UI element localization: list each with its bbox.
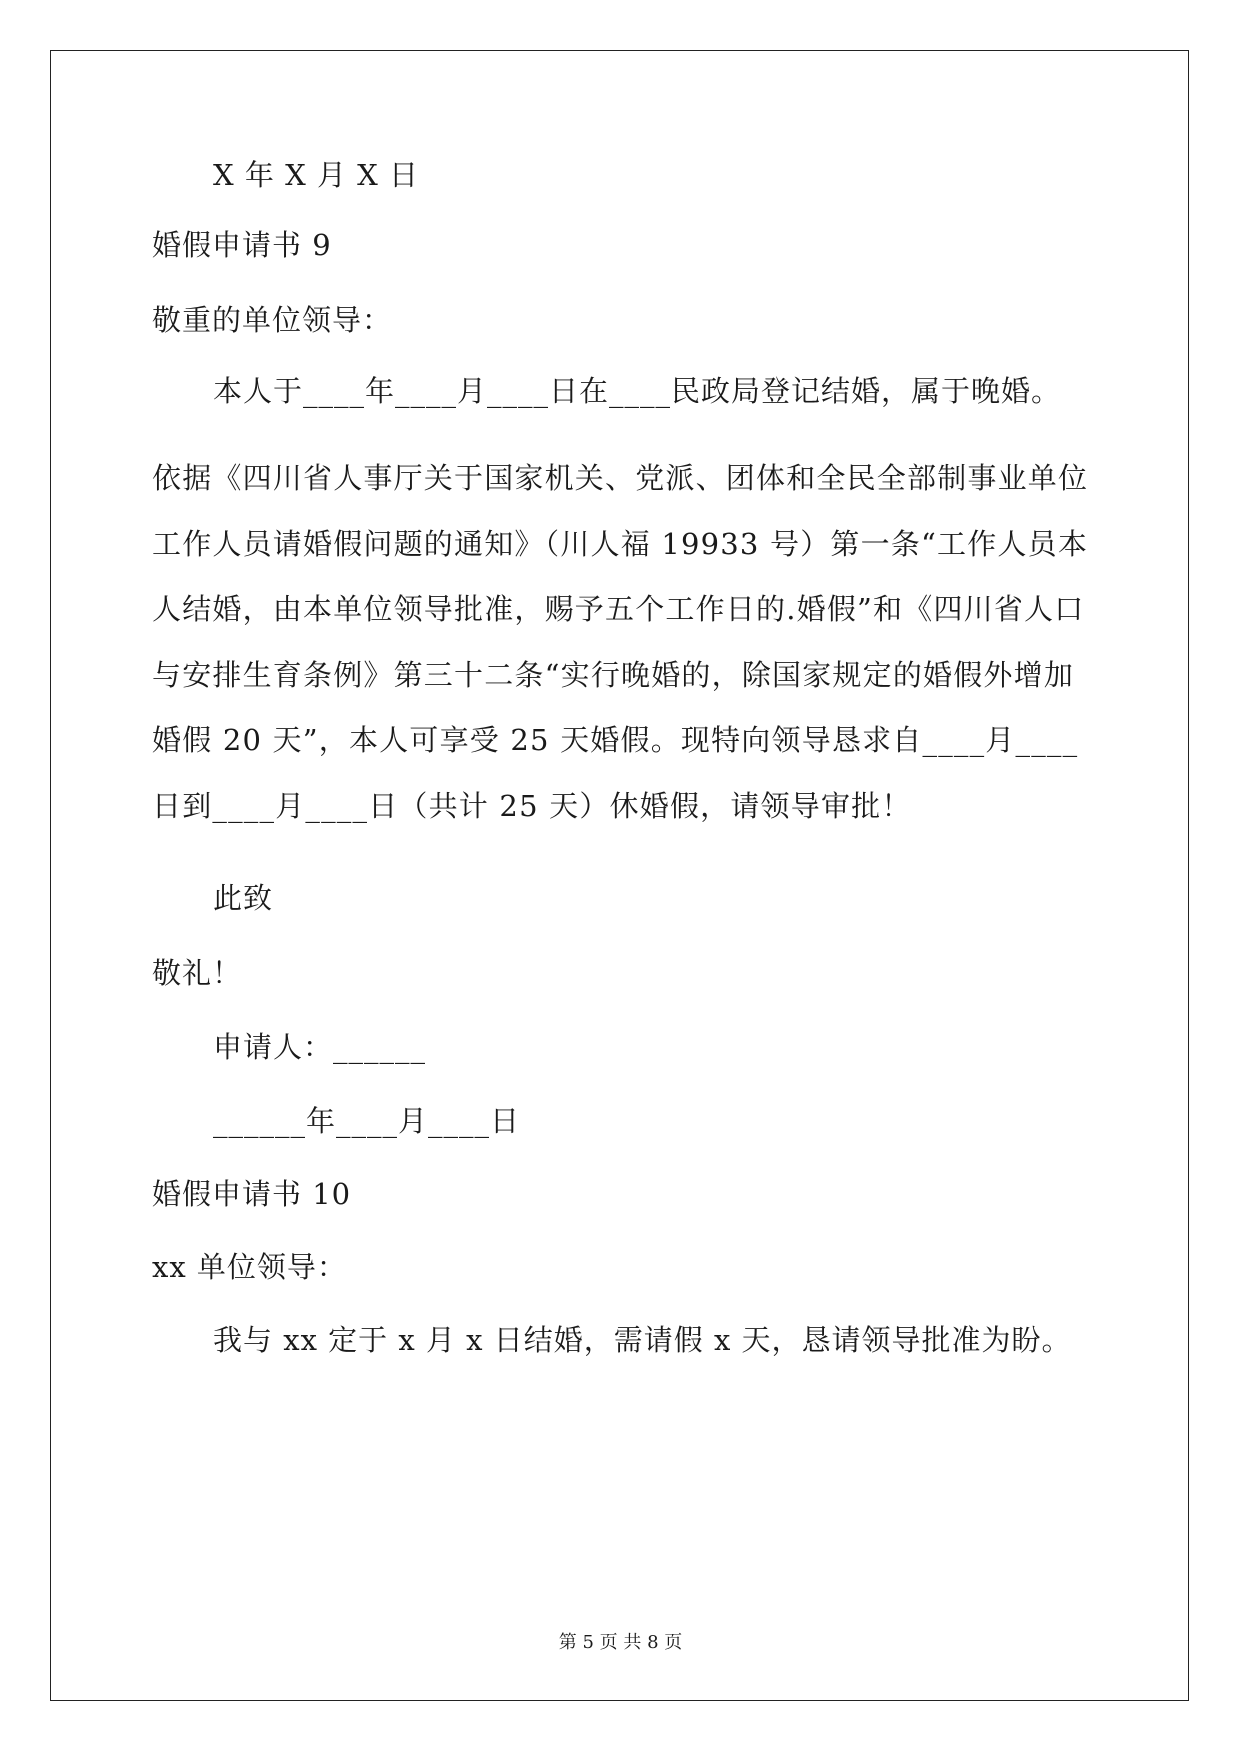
page-border <box>50 50 1189 1701</box>
section-9-body-text: 依据《四川省人事厅关于国家机关、党派、团体和全民全部制事业单位工作人员请婚假问题的通知》（川人福 19933 号）第一条“工作人员本人结婚，由本单位领导批准，赐予五个工作日的.婚假”和《四川省人口与安排生育条例》第三十二条“实行晚婚的，除国家规定的婚假外增加婚假 20 天”，本人可享受 25 天婚假。现特向领导恳求自____月____日到____月____日（共计 25 天）休婚假，请领导审批！ <box>152 461 1089 823</box>
date-line: X 年 X 月 X 日 <box>213 158 420 192</box>
date-blank-line: ______年____月____日 <box>213 1104 521 1138</box>
section-10-salutation: xx 单位领导： <box>152 1250 347 1284</box>
closing-cizhi: 此致 <box>213 881 274 915</box>
applicant-line: 申请人：______ <box>213 1030 427 1064</box>
section-9-body-paragraph <box>152 446 1089 839</box>
section-9-title: 婚假申请书 9 <box>152 228 332 262</box>
section-9-body-first-line: 本人于____年____月____日在____民政局登记结婚，属于晚婚。 <box>213 374 1062 408</box>
section-10-title: 婚假申请书 10 <box>152 1177 352 1211</box>
section-9-salutation: 敬重的单位领导： <box>152 303 393 337</box>
page-footer: 第 5 页 共 8 页 <box>558 1632 683 1653</box>
closing-jingli: 敬礼！ <box>152 956 243 990</box>
section-10-body: 我与 xx 定于 x 月 x 日结婚，需请假 x 天，恳请领导批准为盼。 <box>213 1323 1072 1357</box>
